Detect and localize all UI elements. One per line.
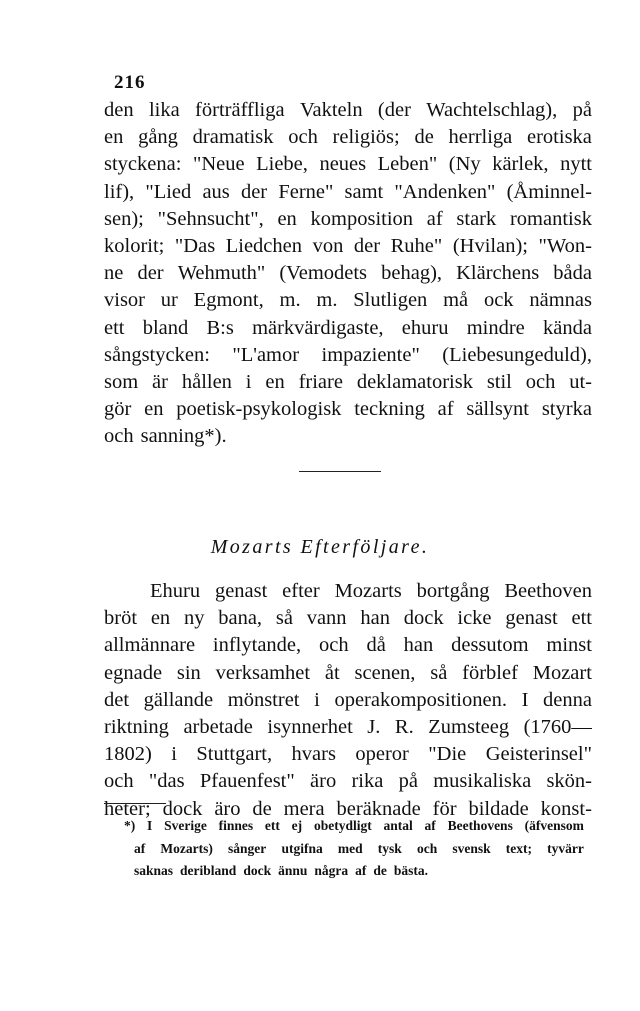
paragraph-mozart-successors bbox=[104, 578, 592, 823]
text-line: kolorit; "Das Liedchen von der Ruhe" (Hvilan); "Won- bbox=[104, 234, 592, 257]
text-line: styckena: "Neue Liebe, neues Leben" (Ny kärlek, nytt bbox=[104, 153, 592, 176]
footnote bbox=[124, 815, 584, 883]
text-line: det gällande mönstret i operakompositionen. I denna bbox=[104, 688, 592, 711]
text-line: sångstycken: "L'amor impaziente" (Liebesungeduld), bbox=[104, 343, 592, 366]
text-line: den lika förträffliga Vakteln (der Wachtelschlag), på bbox=[104, 99, 592, 121]
text-line: och sanning*). bbox=[104, 425, 227, 448]
text-line: och "das Pfauenfest" äro rika på musikaliska skön- bbox=[104, 770, 592, 793]
text-line: egnade sin verksamhet åt scenen, så förblef Mozart bbox=[104, 661, 592, 684]
section-heading: Mozarts Efterföljare. bbox=[210, 536, 430, 558]
text-line: som är hållen i en friare deklamatorisk stil och ut- bbox=[104, 370, 592, 393]
text-line: sen); "Sehnsucht", en komposition af stark romantisk bbox=[104, 207, 592, 230]
page-number: 216 bbox=[114, 72, 146, 93]
text-line: *) I Sverige finnes ett ej obetydligt antal af Beethovens (äfvensom bbox=[124, 818, 584, 833]
paragraph-song-descriptions bbox=[104, 97, 592, 450]
text-line: en gång dramatisk och religiös; de herrliga erotiska bbox=[104, 126, 592, 149]
text-line: 1802) i Stuttgart, hvars operor "Die Geisterinsel" bbox=[104, 743, 592, 766]
text-line: visor ur Egmont, m. m. Slutligen må ock nämnas bbox=[104, 289, 592, 312]
text-line: bröt en ny bana, så vann han dock icke genast ett bbox=[104, 607, 592, 630]
footnote-rule bbox=[104, 803, 166, 804]
text-line: saknas deribland dock ännu några af de bästa. bbox=[134, 863, 428, 878]
text-line: gör en poetisk-psykologisk teckning af sällsynt styrka bbox=[104, 398, 592, 421]
text-line: heter; dock äro de mera beräknade för bildade konst- bbox=[104, 797, 592, 820]
text-line: allmännare inflytande, och då han dessutom minst bbox=[104, 634, 592, 657]
text-line: af Mozarts) sånger utgifna med tysk och svensk text; tyvärr bbox=[134, 840, 584, 856]
text-line: Ehuru genast efter Mozarts bortgång Beethoven bbox=[150, 580, 592, 602]
text-line: lif), "Lied aus der Ferne" samt "Andenken" (Åminnel- bbox=[104, 180, 592, 203]
section-divider bbox=[299, 471, 381, 472]
text-line: ne der Wehmuth" (Vemodets behag), Klärchens båda bbox=[104, 262, 592, 285]
text-line: ett bland B:s märkvärdigaste, ehuru mindre kända bbox=[104, 316, 592, 339]
text-line: riktning arbetade isynnerhet J. R. Zumsteeg (1760— bbox=[104, 715, 592, 738]
